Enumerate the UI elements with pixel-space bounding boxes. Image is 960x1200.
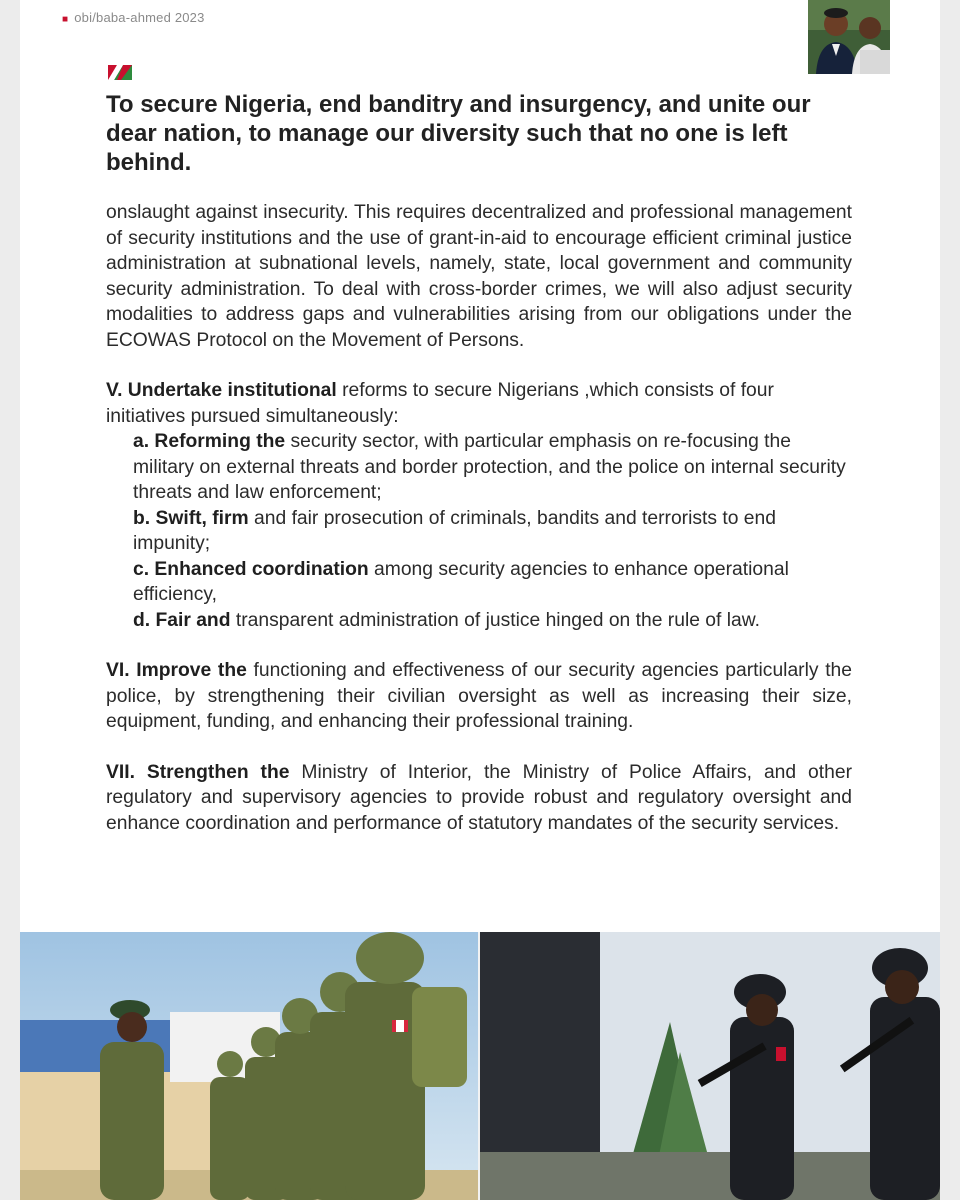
police-illustration (480, 932, 940, 1200)
section-v-item-b (133, 506, 852, 557)
item-d-lead: d. Fair and (133, 609, 231, 631)
intro-paragraph: onslaught against insecurity. This requires decentralized and professional management of security institutions and the use of grant-in-aid to encourage efficient criminal justice administration at subnational levels, namely, state, local government and community security administration. To deal with cross-border crimes, we will also adjust security modalities to address gaps and vulnerabilities arising from our obligations under the ECOWAS Protocol on the Movement of Persons. (106, 202, 852, 351)
candidate-portrait (808, 0, 890, 74)
page-gutter-right (940, 0, 960, 1200)
section-v-item-c (133, 557, 852, 608)
item-b-text: and fair prosecution of criminals, bandits and terrorists to end impunity; (133, 507, 776, 554)
brand-tag-text: obi/baba-ahmed 2023 (74, 10, 205, 25)
section-vi-text: functioning and effectiveness of our security agencies particularly the police, by strengthening their civilian oversight as well as increasing their size, equipment, funding, and enhancing their professional training. (106, 660, 852, 732)
item-c-lead: c. Enhanced coordination (133, 558, 369, 580)
item-b-lead: b. Swift, firm (133, 507, 249, 529)
item-a-lead: a. Reforming the (133, 431, 286, 452)
police-photo (480, 932, 940, 1200)
bullet-dot-icon: ■ (62, 14, 69, 25)
portrait-illustration (808, 0, 890, 74)
manifesto-body (106, 200, 852, 836)
section-v-lead: V. Undertake institutional (106, 380, 337, 401)
section-vii-paragraph (106, 760, 852, 837)
photo-strip (20, 932, 940, 1200)
section-vi-lead: VI. Improve the (106, 660, 247, 681)
soldiers-photo (20, 932, 478, 1200)
section-vi-paragraph (106, 658, 852, 735)
section-vii-text: Ministry of Interior, the Ministry of Police Affairs, and other regulatory and supervisory agencies to provide robust and regulatory oversight and enhance coordination and performance of statutory mandates of the security services. (106, 761, 852, 834)
item-a-text: security sector, with particular emphasis on re-focusing the military on external threats and border protection, and the police on internal security threats and law enforcement; (133, 431, 846, 503)
page-headline: To secure Nigeria, end banditry and insurgency, and unite our dear nation, to manage our diversity such that no one is left behind. (106, 91, 811, 176)
section-vii-lead: VII. Strengthen the (106, 761, 290, 783)
section-v-item-a (133, 429, 852, 506)
page-gutter-left (0, 0, 20, 1200)
soldiers-illustration (20, 932, 478, 1200)
section-v-text: reforms to secure Nigerians ,which consists of four initiatives pursued simultaneously: (106, 380, 774, 427)
item-d-text: transparent administration of justice hinged on the rule of law. (230, 609, 760, 631)
section-v-paragraph (106, 378, 852, 429)
party-flag-icon (108, 65, 132, 80)
brand-tag (62, 10, 205, 25)
section-v-item-d (133, 608, 852, 634)
item-c-text: among security agencies to enhance operational efficiency, (133, 558, 789, 605)
